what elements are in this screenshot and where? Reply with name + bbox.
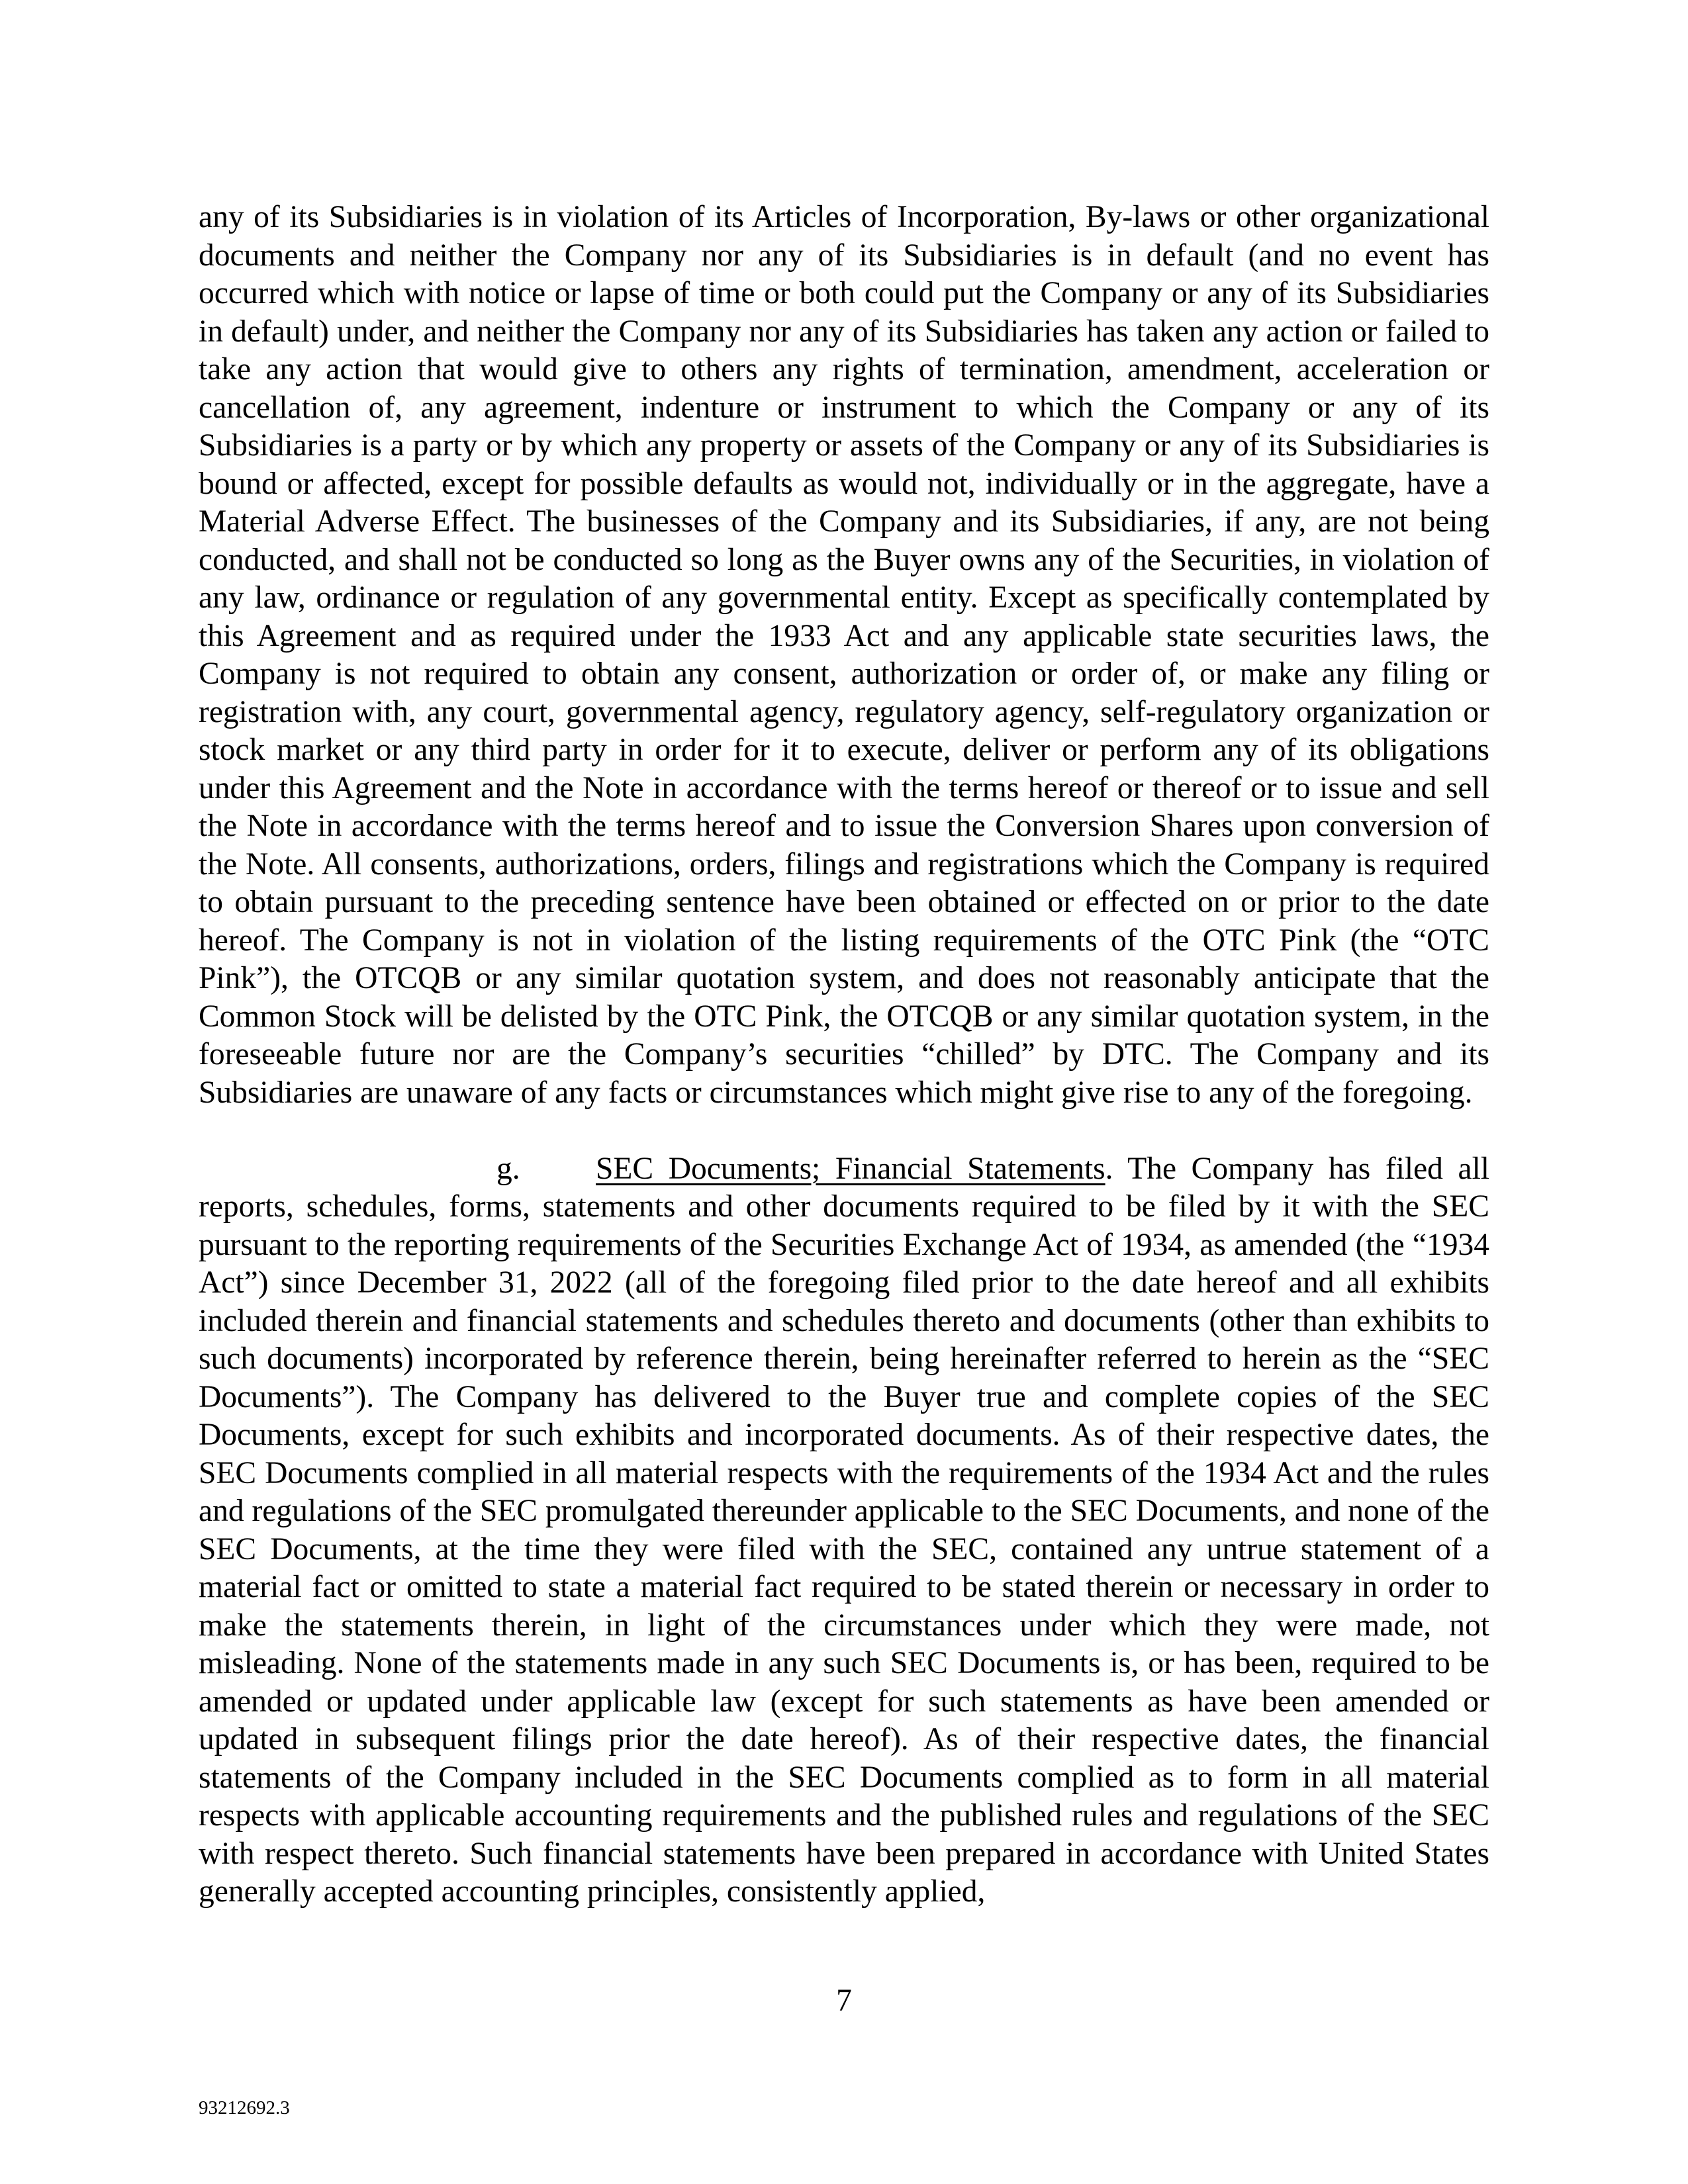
section-title: SEC Documents; Financial Statements: [596, 1151, 1105, 1186]
document-id: 93212692.3: [199, 2097, 290, 2118]
paragraph-sec-documents: [199, 1150, 1489, 1911]
page-number: 7: [836, 1983, 852, 2018]
section-label: g.: [496, 1151, 520, 1186]
section-text: . The Company has filed all reports, schedules, forms, statements and other documents required to be filed by it with the SEC pursuant to the reporting requirements of the Securities Exchange Act of 1934, as amended (the “1934 Act”) since December 31, 2022 (all of the foregoing filed prior to the date hereof and all exhibits included therein and financial statements and schedules thereto and documents (other than exhibits to such documents) incorporated by reference therein, being hereinafter referred to herein as the “SEC Documents”). The Company has delivered to the Buyer true and complete copies of the SEC Documents, except for such exhibits and incorporated documents. As of their respective dates, the SEC Documents complied in all material respects with the requirements of the 1934 Act and the rules and regulations of the SEC promulgated thereunder applicable to the SEC Documents, and none of the SEC Documents, at the time they were filed with the SEC, contained any untrue statement of a material fact or omitted to state a material fact required to be stated therein or necessary in order to make the statements therein, in light of the circumstances under which they were made, not misleading. None of the statements made in any such SEC Documents is, or has been, required to be amended or updated under applicable law (except for such statements as have been amended or updated in subsequent filings prior the date hereof). As of their respective dates, the financial statements of the Company included in the SEC Documents complied as to form in all material respects with applicable accounting requirements and the published rules and regulations of the SEC with respect thereto. Such financial statements have been prepared in accordance with United States generally accepted accounting principles, consistently applied,: [199, 1151, 1489, 1909]
document-body: [199, 199, 1489, 1911]
paragraph-compliance: any of its Subsidiaries is in violation of its Articles of Incorporation, By-laws or other organizational documents and neither the Company nor any of its Subsidiaries is in default (and no event has occurred which with notice or lapse of time or both could put the Company or any of its Subsidiaries in default) under, and neither the Company nor any of its Subsidiaries has taken any action or failed to take any action that would give to others any rights of termination, amendment, acceleration or cancellation of, any agreement, indenture or instrument to which the Company or any of its Subsidiaries is a party or by which any property or assets of the Company or any of its Subsidiaries is bound or affected, except for possible defaults as would not, individually or in the aggregate, have a Material Adverse Effect. The businesses of the Company and its Subsidiaries, if any, are not being conducted, and shall not be conducted so long as the Buyer owns any of the Securities, in violation of any law, ordinance or regulation of any governmental entity. Except as specifically contemplated by this Agreement and as required under the 1933 Act and any applicable state securities laws, the Company is not required to obtain any consent, authorization or order of, or make any filing or registration with, any court, governmental agency, regulatory agency, self-regulatory organization or stock market or any third party in order for it to execute, deliver or perform any of its obligations under this Agreement and the Note in accordance with the terms hereof or thereof or to issue and sell the Note in accordance with the terms hereof and to issue the Conversion Shares upon conversion of the Note. All consents, authorizations, orders, filings and registrations which the Company is required to obtain pursuant to the preceding sentence have been obtained or effected on or prior to the date hereof. The Company is not in violation of the listing requirements of the OTC Pink (the “OTC Pink”), the OTCQB or any similar quotation system, and does not reasonably anticipate that the Common Stock will be delisted by the OTC Pink, the OTCQB or any similar quotation system, in the foreseeable future nor are the Company’s securities “chilled” by DTC. The Company and its Subsidiaries are unaware of any facts or circumstances which might give rise to any of the foregoing.: [199, 200, 1489, 1110]
